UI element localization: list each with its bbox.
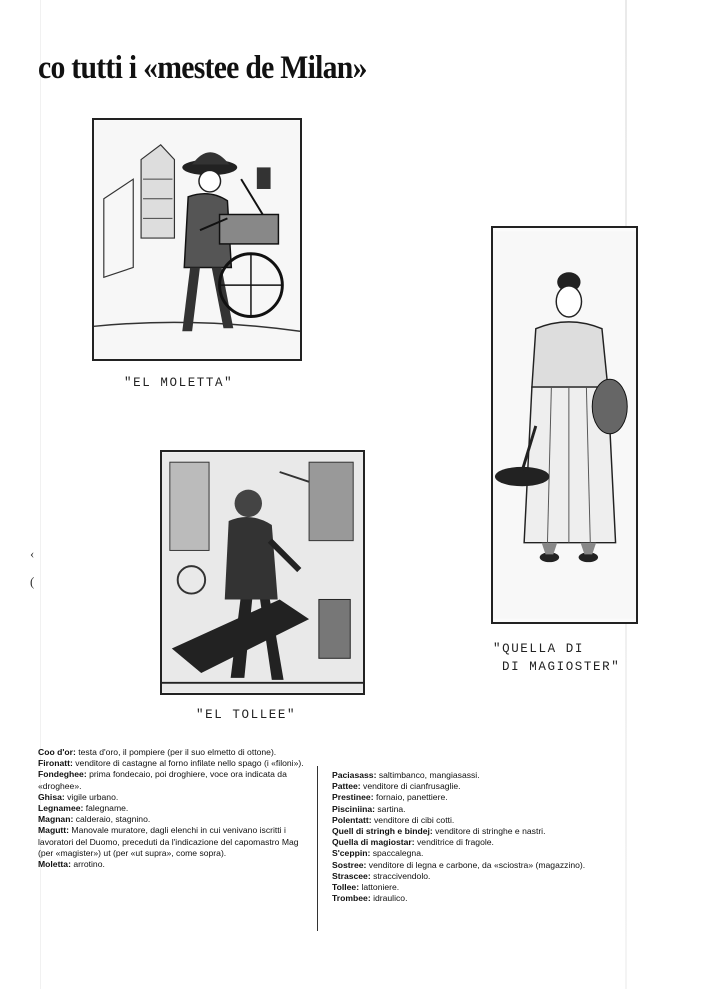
illustration-strawberry-seller [493,228,636,622]
glossary-term: Prestinee: [332,792,374,803]
glossary-definition: sartina. [374,803,406,814]
glossary-definition: saltimbanco, mangiasassi. [376,770,480,780]
glossary-definition: vigile urbano. [64,791,119,802]
figure-moletta [92,118,302,361]
glossary-term: Pattee: [332,781,361,792]
glossary-term: Ghisa: [38,791,65,802]
illustration-knife-grinder [94,120,300,359]
glossary-term: Pisciniina: [332,803,375,814]
glossary-definition: Manovale muratore, dagli elenchi in cui venivano iscritti i lavoratori del Duomo, preceduti da l'indicazione del capomastro Mag (per «magister») ut (per «ut supra», come sopra). [38,825,299,858]
margin-mark: ‹ [30,546,35,561]
glossary-entry [38,825,306,859]
glossary-term: Quell di stringh e bindej: [332,826,433,837]
caption-magioster-line1: "QUELLA DI [493,642,585,656]
glossary-definition: venditrice di fragole. [414,837,494,848]
caption-tollee: "EL TOLLEE" [196,708,297,722]
glossary-definition: falegname. [83,803,129,814]
glossary-entry [332,781,594,792]
glossary-term: S'ceppin: [332,848,371,859]
glossary-entry [332,826,594,837]
glossary-definition: venditore di stringhe e nastri. [432,826,546,837]
glossary-term: Strascee: [332,870,371,881]
glossary-entry [38,814,306,825]
glossary-entry [38,769,306,791]
glossary-definition: fornaio, panettiere. [373,792,448,803]
glossary-term: Moletta: [38,859,71,870]
glossary-definition: calderaio, stagnino. [73,814,151,825]
glossary-left-column [38,747,306,870]
margin-mark: ( [30,574,35,589]
glossary-entry [38,803,306,814]
glossary-term: Paciasass: [332,770,377,780]
glossary-entry [332,893,594,904]
glossary-definition: venditore di cibi cotti. [371,814,455,825]
glossary-entry [38,758,306,769]
glossary-right-column [332,770,594,904]
glossary-entry [332,837,594,848]
glossary-entry [38,792,306,803]
glossary-definition: lattoniere. [359,882,400,893]
glossary-definition: venditore di castagne al forno infilate nello spago (i «filoni»). [72,758,304,769]
glossary-entry [332,882,594,893]
glossary-term: Legnamee: [38,803,84,814]
glossary-term: Fondeghee: [38,769,87,780]
figure-magioster [491,226,638,624]
glossary-term: Sostree: [332,859,367,870]
glossary-entry [332,804,594,815]
glossary-definition: spaccalegna. [370,848,424,859]
caption-magioster-line2: DI MAGIOSTER" [502,660,621,674]
glossary-term: Quella di magiostar: [332,837,415,848]
glossary-definition: venditore di legna e carbone, da «sciostra» (magazzino). [366,859,586,870]
glossary-term: Trombee: [332,893,371,904]
glossary-term: Magnan: [38,814,74,825]
column-divider [317,766,318,931]
glossary-entry [332,871,594,882]
glossary-definition: straccivendolo. [370,870,431,881]
glossary-definition: venditore di cianfrusaglie. [360,781,461,792]
caption-moletta: "EL MOLETTA" [124,376,234,390]
glossary-entry [332,792,594,803]
glossary-definition: testa d'oro, il pompiere (per il suo elmetto di ottone). [75,747,277,757]
glossary-term: Fironatt: [38,758,73,769]
figure-tollee [160,450,365,695]
glossary-term: Coo d'or: [38,747,76,757]
glossary-entry [38,859,306,870]
glossary-definition: prima fondecaio, poi droghiere, voce ora indicata da «droghee». [38,769,287,791]
glossary-entry [38,747,306,758]
glossary-entry [332,860,594,871]
glossary-term: Tollee: [332,882,360,893]
glossary-entry [332,770,594,781]
glossary-entry [332,848,594,859]
illustration-tinsmith [162,452,363,693]
glossary-definition: idraulico. [370,893,408,904]
page-title: co tutti i «mestee de Milan» [38,50,367,86]
glossary-term: Polentatt: [332,814,372,825]
glossary-definition: arrotino. [70,859,105,870]
glossary-term: Magutt: [38,825,70,836]
glossary-entry [332,815,594,826]
